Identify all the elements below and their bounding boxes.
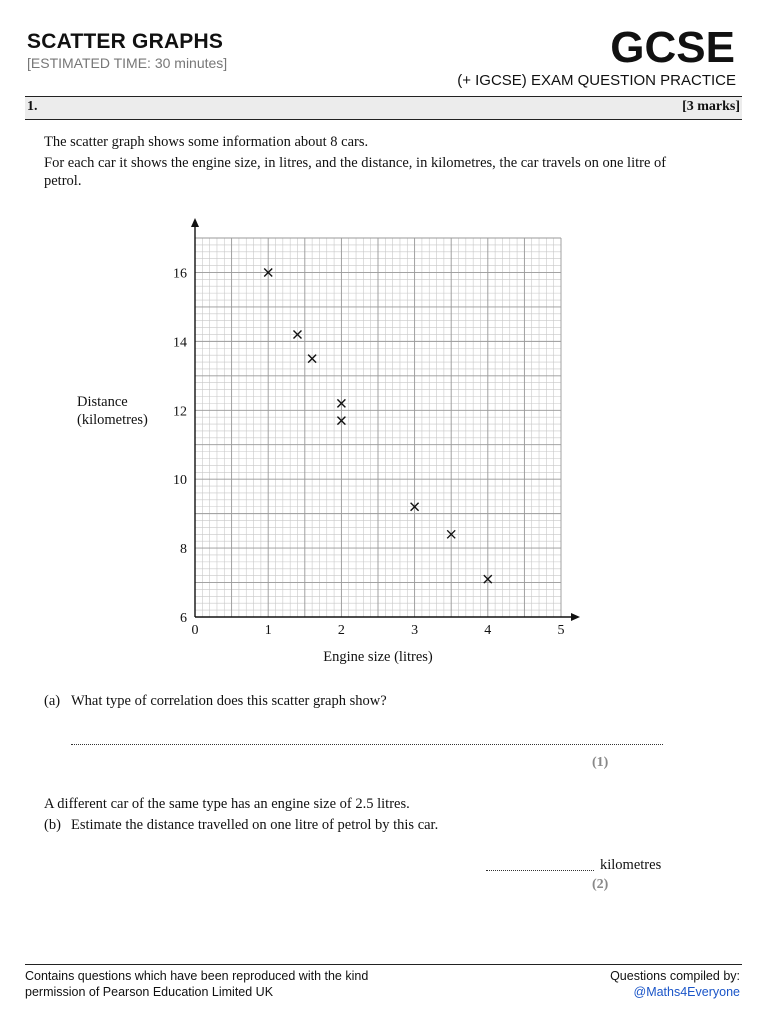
y-tick-label: 16 (173, 266, 187, 282)
part-a-marks: (1) (592, 755, 609, 770)
part-b-answer-line[interactable] (486, 869, 594, 871)
question-intro-line2: For each car it shows the engine size, in litres, and the distance, in kilometres, the car travels on one litre of petrol. (44, 155, 667, 189)
author-handle-link[interactable]: @Maths4Everyone (633, 985, 740, 999)
y-axis-label-line2: (kilometres) (77, 412, 148, 428)
worksheet-title: SCATTER GRAPHS (27, 30, 224, 53)
x-axis-label: Engine size (litres) (323, 649, 433, 665)
footer-divider (25, 964, 742, 965)
part-a-question: What type of correlation does this scatter graph show? (71, 693, 387, 709)
y-tick-label: 12 (173, 404, 187, 420)
x-tick-label: 3 (411, 623, 419, 638)
part-b-unit: kilometres (600, 857, 662, 873)
y-axis-arrow (191, 218, 199, 227)
footer-permission-line1: Contains questions which have been reproduced with the kind (25, 969, 369, 983)
question-marks: [3 marks] (682, 99, 740, 114)
part-b-label: (b) (44, 817, 61, 833)
part-b-marks: (2) (592, 877, 609, 892)
scatter-graph (0, 205, 768, 675)
x-axis-arrow (571, 613, 580, 621)
gcse-logo: GCSE (610, 23, 735, 72)
footer-credit-line1: Questions compiled by: (610, 969, 740, 983)
x-tick-label: 0 (191, 623, 199, 638)
estimated-time: [ESTIMATED TIME: 30 minutes] (27, 55, 228, 71)
x-tick-label: 2 (337, 623, 345, 638)
y-tick-label: 8 (180, 542, 187, 558)
question-number: 1. (27, 99, 38, 114)
footer-credit (610, 968, 740, 1000)
x-tick-label: 5 (557, 623, 565, 638)
footer-permission (25, 968, 368, 1000)
footer-permission-line2: permission of Pearson Education Limited UK (25, 985, 274, 999)
grid-major-lines (195, 238, 561, 617)
question-intro-line1: The scatter graph shows some information about 8 cars. (44, 134, 369, 150)
x-tick-label: 1 (264, 623, 272, 638)
exam-practice-subtitle: (+ IGCSE) EXAM QUESTION PRACTICE (457, 72, 736, 89)
part-b-intro: A different car of the same type has an engine size of 2.5 litres. (44, 796, 410, 812)
y-tick-label: 10 (173, 473, 187, 489)
part-b-question: Estimate the distance travelled on one litre of petrol by this car. (71, 817, 439, 833)
y-axis-label-line1: Distance (77, 394, 128, 410)
x-tick-label: 4 (484, 623, 492, 638)
part-a-label: (a) (44, 693, 61, 709)
part-a-answer-line[interactable] (71, 730, 663, 745)
y-tick-label: 14 (173, 335, 187, 351)
question-header-bar (25, 96, 742, 120)
y-tick-label: 6 (180, 611, 187, 626)
